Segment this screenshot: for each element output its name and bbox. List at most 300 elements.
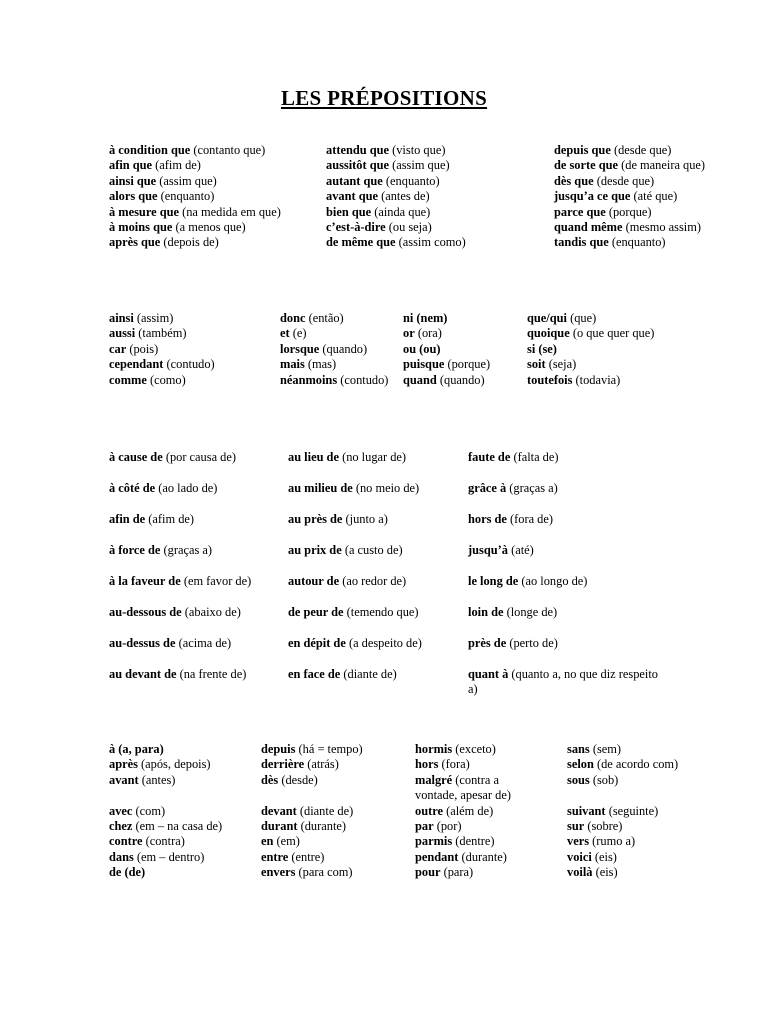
entry-term: sur [567,819,585,834]
entry [109,174,281,189]
entry-term: après [109,757,138,772]
entry [567,819,678,834]
entry-translation: (desde que) [596,173,655,188]
entry-term: au milieu de [288,481,353,495]
entry-term: malgré [415,772,453,787]
entry [109,543,251,574]
entry-term: quoique [527,326,570,341]
entry [567,773,678,788]
entry [288,574,422,605]
entry-term: loin de [468,605,504,619]
entry-term: ainsi [109,311,134,325]
entry-term: près de [468,636,507,650]
entry-translation: (ao redor de) [342,574,407,588]
entry-term: néanmoins [280,372,338,387]
entry-term: durant [261,819,298,834]
entry-translation: (a despeito de) [348,636,422,650]
entry-term: vers [567,834,590,849]
entry-translation: (quando) [439,372,485,387]
entry [567,850,678,865]
entry [415,865,533,880]
entry [326,143,466,158]
column [280,311,392,388]
entry [288,543,422,574]
entry-term: parce que [554,204,606,219]
entry-term: alors que [109,189,158,204]
entry-translation: (atrás) [307,757,339,772]
entry [527,373,654,388]
entry-translation: (afim de) [148,512,195,526]
entry [403,311,490,326]
entry-term: jusqu’a ce que [554,189,631,204]
entry-translation: (com) [135,803,166,818]
entry-term: parmis [415,834,453,849]
entry [326,220,466,235]
entry [109,834,222,849]
entry-term: de même que [326,235,396,250]
entry-translation: (contudo) [340,372,389,387]
entry-term: à mesure que [109,204,179,219]
entry [261,834,363,849]
entry [554,220,705,235]
entry-translation: (para) [443,865,474,880]
entry [527,357,654,372]
entry-term: à moins que [109,220,173,235]
entry-term: hormis [415,742,453,756]
entry [109,605,251,636]
entry-term: avant [109,772,139,787]
entry-translation: (contra a vontade, apesar de) [415,772,511,803]
entry [109,788,222,803]
column [326,143,466,251]
entry-translation: (antes) [141,772,176,787]
entry-term: au devant de [109,667,177,681]
entry-term: sous [567,772,590,787]
entry [109,481,251,512]
entry-term: au-dessus de [109,636,176,650]
entry-term: par [415,819,434,834]
entry-translation: (depois de) [163,235,219,250]
entry [280,326,392,341]
entry [109,636,251,667]
entry [468,667,658,698]
entry-term: or [403,326,415,341]
entry-term: chez [109,819,133,834]
entry-term: bien que [326,204,372,219]
entry-translation: (contanto que) [193,143,266,157]
entry [326,174,466,189]
entry-translation: (no lugar de) [342,450,407,464]
entry-term: suivant [567,803,606,818]
entry [109,850,222,865]
entry-translation: (assim que) [392,158,450,173]
entry-term: au près de [288,512,343,526]
entry-translation: (dentre) [455,834,495,849]
entry [288,605,422,636]
entry [567,757,678,772]
column [109,143,281,251]
entry [527,326,654,341]
entry-translation: (todavia) [575,372,621,387]
entry-translation: (que) [570,311,597,325]
entry [109,326,215,341]
entry-term: devant [261,803,297,818]
entry-term: lorsque [280,341,320,356]
entry-term: attendu que [326,143,389,157]
entry-translation: (há = tempo) [298,742,363,756]
entry-term: voici [567,849,592,864]
entry-translation: (enquanto) [160,189,215,204]
entry [468,512,658,543]
column [109,311,215,388]
entry-term: à côté de [109,481,156,495]
entry [288,450,422,481]
entry-term: avec [109,803,133,818]
entry-term: selon [567,757,594,772]
entry [567,865,678,880]
entry-term: soit [527,357,546,372]
entry-term: aussitôt que [326,158,389,173]
entry-term: donc [280,311,306,325]
entry-term: le long de [468,574,519,588]
entry [109,757,222,772]
entry [554,174,705,189]
entry-term: ou (ou) [403,341,441,356]
entry-translation: (em – na casa de) [135,819,223,834]
entry [403,326,490,341]
entry-term: car [109,341,127,356]
entry-translation: (sobre) [587,819,623,834]
column [554,143,705,251]
entry-term: autant que [326,173,383,188]
entry [261,788,363,803]
entry-translation: (o que quer que) [572,326,655,341]
column [468,450,658,698]
entry-term: au-dessous de [109,605,182,619]
entry-translation: (em) [276,834,300,849]
entry-translation: (como) [149,372,186,387]
entry [415,850,533,865]
entry-term: depuis que [554,143,611,157]
entry-term: pour [415,865,441,880]
entry [527,342,654,357]
entry-term: au lieu de [288,450,339,464]
entry-translation: (por) [436,819,462,834]
entry [567,804,678,819]
entry-term: hors de [468,512,507,526]
entry [261,850,363,865]
entry-term: à (a, para) [109,742,164,756]
entry-term: afin de [109,512,146,526]
entry-translation: (ora) [417,326,442,341]
entry-translation: (perto de) [509,636,558,650]
entry-translation: (mas) [307,357,337,372]
entry-term: pendant [415,849,459,864]
entry-term: à force de [109,543,161,557]
entry-translation: (longe de) [506,605,558,619]
entry-term: entre [261,849,289,864]
entry-translation: (falta de) [513,450,559,464]
entry [109,158,281,173]
entry [288,636,422,667]
entry-term: comme [109,372,147,387]
entry-term: de (de) [109,865,146,880]
entry-term: avant que [326,189,378,204]
entry [261,773,363,788]
entry-term: au prix de [288,543,342,557]
entry [567,788,678,803]
entry-translation: (na frente de) [179,667,247,681]
entry-term: de peur de [288,605,344,619]
entry-translation: (de maneira que) [621,158,706,173]
entry [280,373,392,388]
entry-term: quand [403,372,437,387]
entry-translation: (assim que) [159,173,217,188]
entry-term: derrière [261,757,305,772]
entry [109,742,222,757]
entry-term: sans [567,742,590,756]
entry [468,481,658,512]
entry-translation: (graças a) [509,481,558,495]
entry-translation: (a custo de) [344,543,403,557]
entry-term: outre [415,803,443,818]
entry-translation: (também) [138,326,187,341]
entry-translation: (enquanto) [611,235,666,250]
entry [403,373,490,388]
entry-term: aussi [109,326,136,341]
entry-translation: (pois) [129,341,159,356]
entry [567,834,678,849]
entry [109,773,222,788]
entry [109,357,215,372]
entry-translation: (sob) [592,772,619,787]
column [288,450,422,698]
entry [468,636,658,667]
entry [109,512,251,543]
entry [109,819,222,834]
entry-translation: (temendo que) [346,605,419,619]
entry-term: après que [109,235,161,250]
entry [109,667,251,698]
entry [326,235,466,250]
entry-term: dans [109,849,134,864]
entry-translation: (na medida em que) [182,204,281,219]
entry-translation: (graças a) [163,543,212,557]
column [415,742,533,881]
column [403,311,490,388]
entry [261,865,363,880]
entry [468,450,658,481]
entry [403,357,490,372]
entry-term: jusqu’à [468,543,508,557]
entry-translation: (em – dentro) [136,849,205,864]
entry-term: ni (nem) [403,311,448,325]
entry-translation: (visto que) [392,143,446,157]
entry-term: contre [109,834,143,849]
entry-translation: (fora) [441,757,470,772]
entry-term: toutefois [527,372,573,387]
entry-term: puisque [403,357,445,372]
entry [109,804,222,819]
entry-term: depuis [261,742,296,756]
entry [415,757,533,772]
entry-term: à la faveur de [109,574,181,588]
entry [109,189,281,204]
entry [109,311,215,326]
entry [288,667,422,698]
entry-term: dès que [554,173,594,188]
entry [554,235,705,250]
entry-translation: (afim de) [155,158,201,173]
entry-term: et [280,326,290,341]
entry-translation: (entre) [291,849,325,864]
entry-term: autour de [288,574,340,588]
column [261,742,363,881]
entry-translation: (além de) [446,803,494,818]
entry-translation: (até) [511,543,534,557]
entry-term: cependant [109,357,164,372]
entry-translation: (seguinte) [608,803,659,818]
entry-translation: (ao lado de) [158,481,218,495]
entry [109,865,222,880]
entry [326,189,466,204]
entry-term: à condition que [109,143,191,157]
entry-term: c’est-à-dire [326,220,386,235]
entry-translation: (no meio de) [355,481,420,495]
entry-term: tandis que [554,235,609,250]
entry [109,235,281,250]
entry-translation: (junto a) [345,512,388,526]
entry [403,342,490,357]
entry-translation: (quanto a, no que diz respeito a) [468,667,658,697]
entry [468,543,658,574]
entry-term: quant à [468,667,509,681]
entry-translation: (desde) [281,772,318,787]
entry-term: que/qui [527,311,567,325]
entry-term: à cause de [109,450,163,464]
entry-term: quand même [554,220,623,235]
entry [554,205,705,220]
entry-term: voilà [567,865,593,880]
entry-term: en face de [288,667,341,681]
entry-translation: (mesmo assim) [625,220,701,235]
entry [415,804,533,819]
column [109,450,251,698]
entry-translation: (contudo) [166,357,215,372]
entry [109,450,251,481]
entry-term: ainsi que [109,173,157,188]
entry [109,373,215,388]
entry-term: faute de [468,450,511,464]
entry [415,834,533,849]
entry-term: hors [415,757,439,772]
entry [326,158,466,173]
entry-term: en [261,834,274,849]
entry-translation: (diante de) [299,803,354,818]
entry [468,605,658,636]
entry [288,512,422,543]
entry [280,357,392,372]
entry-translation: (sem) [592,742,622,756]
entry [468,574,658,605]
entry-translation: (ainda que) [374,204,431,219]
entry [415,773,533,804]
entry [280,311,392,326]
entry-term: mais [280,357,305,372]
entry-translation: (acima de) [178,636,232,650]
entry [326,205,466,220]
entry-term: de sorte que [554,158,619,173]
entry-term: en dépit de [288,636,346,650]
entry-translation: (quando) [322,341,368,356]
entry-translation: (desde que) [613,143,672,157]
entry [554,158,705,173]
entry [261,757,363,772]
entry-term: envers [261,865,296,880]
column [567,742,678,881]
page-title: LES PRÉPOSITIONS [280,86,488,110]
entry-translation: (ou seja) [388,220,432,235]
entry-term: dès [261,772,279,787]
entry-term: si (se) [527,341,557,356]
entry-translation: (porque) [447,357,491,372]
entry-translation: (para com) [298,865,353,880]
entry [109,574,251,605]
entry [261,742,363,757]
entry [109,143,281,158]
entry [554,189,705,204]
entry-translation: (antes de) [381,189,430,204]
entry-translation: (em favor de) [183,574,252,588]
entry-translation: (durante) [300,819,347,834]
entry [527,311,654,326]
entry-translation: (após, depois) [141,757,211,772]
entry-translation: (exceto) [455,742,496,756]
entry-translation: (e) [292,326,307,341]
entry-translation: (diante de) [343,667,397,681]
entry-term: grâce à [468,481,507,495]
entry-translation: (seja) [548,357,577,372]
entry-translation: (por causa de) [165,450,236,464]
column [109,742,222,881]
entry-translation: (porque) [608,204,652,219]
entry-translation: (de acordo com) [596,757,679,772]
entry [567,742,678,757]
entry-translation: (durante) [461,849,507,864]
entry-translation: (até que) [633,189,678,204]
entry-translation: (eis) [595,865,618,880]
entry-translation: (ao longo de) [521,574,588,588]
entry-translation: (assim como) [398,235,466,250]
entry-translation: (abaixo de) [184,605,241,619]
entry [554,143,705,158]
entry [280,342,392,357]
entry-term: afin que [109,158,153,173]
entry-translation: (enquanto) [385,173,440,188]
entry [415,819,533,834]
entry-translation: (contra) [145,834,185,849]
entry [415,742,533,757]
entry-translation: (fora de) [510,512,554,526]
entry [288,481,422,512]
entry-translation: (então) [308,311,344,325]
entry-translation: (a menos que) [175,220,246,235]
entry-translation: (eis) [594,849,617,864]
entry-translation: (rumo a) [592,834,636,849]
entry [109,342,215,357]
column [527,311,654,388]
entry [261,819,363,834]
